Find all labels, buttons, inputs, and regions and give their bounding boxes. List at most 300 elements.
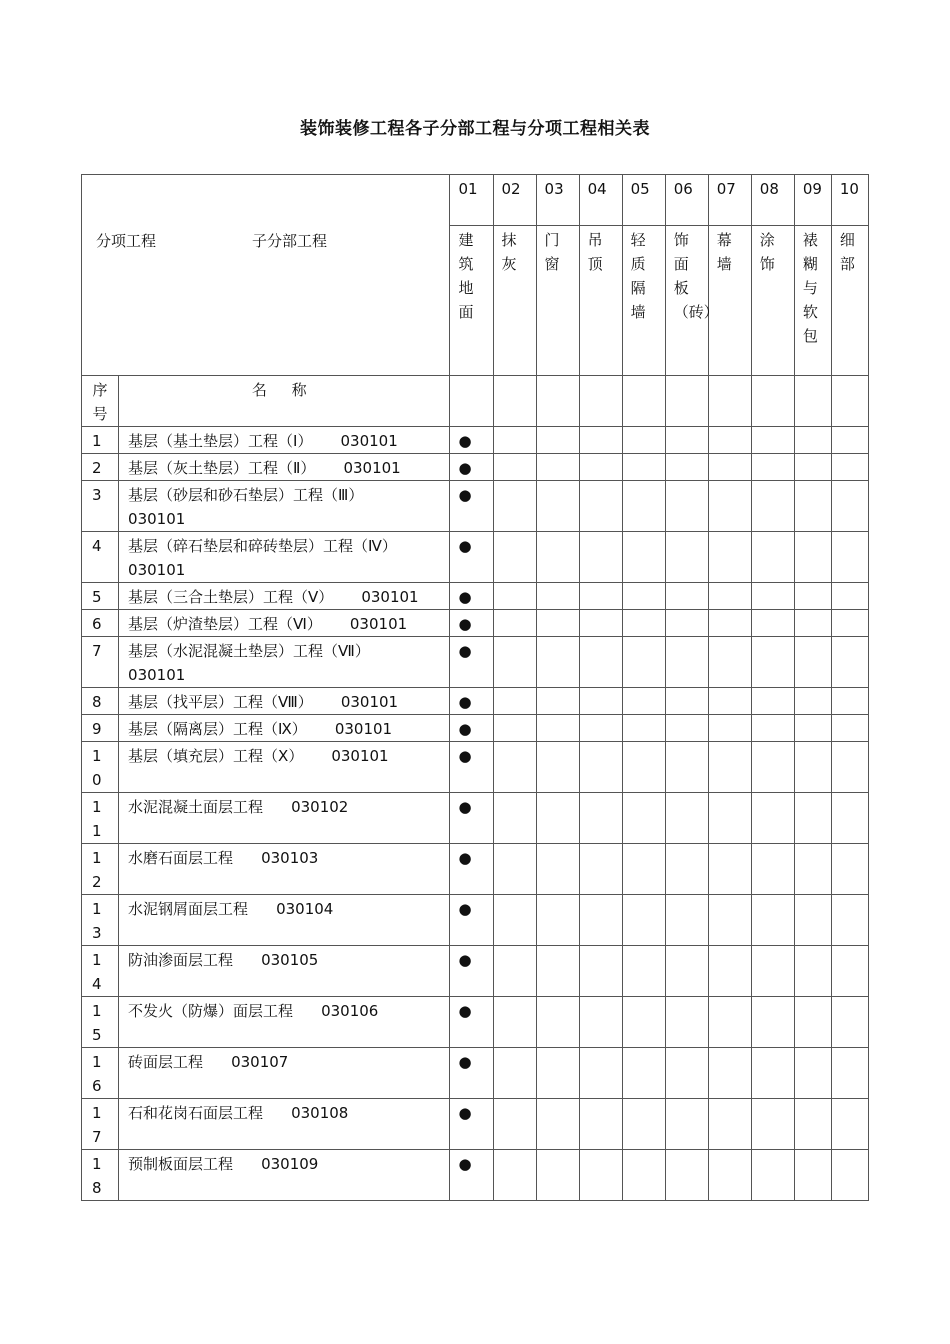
- sub-header-empty-cell: [751, 376, 794, 427]
- column-name-label: 门窗: [544, 231, 560, 274]
- column-name-10: [831, 226, 868, 376]
- mark-cell-08: [751, 532, 794, 583]
- mark-cell-06: [665, 1150, 708, 1201]
- mark-cell-05: [622, 610, 665, 637]
- mark-cell-01: [450, 481, 493, 532]
- mark-cell-09: [794, 946, 831, 997]
- mark-cell-10: [831, 427, 868, 454]
- mark-cell-10: [831, 1150, 868, 1201]
- mark-cell-06: [665, 610, 708, 637]
- mark-cell-03: [536, 895, 579, 946]
- mark-cell-04: [579, 454, 622, 481]
- row-name: [119, 610, 450, 637]
- mark-cell-08: [751, 946, 794, 997]
- row-name: [119, 1099, 450, 1150]
- row-seq: [82, 454, 119, 481]
- filled-circle-icon: ●: [458, 642, 472, 660]
- column-name-label: 建筑地面: [458, 231, 474, 322]
- table-row: [82, 637, 869, 688]
- mark-cell-02: [493, 946, 536, 997]
- mark-cell-06: [665, 454, 708, 481]
- mark-cell-07: [708, 637, 751, 688]
- mark-cell-10: [831, 637, 868, 688]
- mark-cell-08: [751, 793, 794, 844]
- mark-cell-02: [493, 895, 536, 946]
- mark-cell-09: [794, 637, 831, 688]
- table-row: [82, 1048, 869, 1099]
- row-name-text: 基层（基土垫层）工程（Ⅰ）: [128, 432, 313, 450]
- mark-cell-07: [708, 997, 751, 1048]
- mark-cell-05: [622, 895, 665, 946]
- row-seq: [82, 688, 119, 715]
- row-code-text: 030101: [349, 615, 408, 633]
- mark-cell-03: [536, 1099, 579, 1150]
- column-name-09: [794, 226, 831, 376]
- mark-cell-10: [831, 742, 868, 793]
- row-seq-text: 1: [92, 432, 102, 450]
- column-code-04: 04: [579, 175, 622, 226]
- mark-cell-09: [794, 688, 831, 715]
- mark-cell-04: [579, 1150, 622, 1201]
- mark-cell-01: [450, 583, 493, 610]
- filled-circle-icon: ●: [458, 588, 472, 606]
- mark-cell-04: [579, 532, 622, 583]
- column-name-04: [579, 226, 622, 376]
- table-row: [82, 997, 869, 1048]
- mark-cell-10: [831, 532, 868, 583]
- row-seq-text: 13: [92, 900, 102, 942]
- row-seq: [82, 1099, 119, 1150]
- table-row: [82, 1150, 869, 1201]
- mark-cell-04: [579, 1099, 622, 1150]
- mark-cell-08: [751, 742, 794, 793]
- row-seq: [82, 1048, 119, 1099]
- mark-cell-02: [493, 1150, 536, 1201]
- row-seq: [82, 793, 119, 844]
- mark-cell-07: [708, 610, 751, 637]
- row-seq: [82, 844, 119, 895]
- table-row: [82, 610, 869, 637]
- column-code-02: 02: [493, 175, 536, 226]
- mark-cell-04: [579, 583, 622, 610]
- row-code-text: 030103: [261, 849, 319, 867]
- row-name-text: 基层（填充层）工程（Ⅹ）: [128, 747, 304, 765]
- sub-header-empty-cell: [665, 376, 708, 427]
- table-row: [82, 742, 869, 793]
- filled-circle-icon: ●: [458, 459, 472, 477]
- mark-cell-01: [450, 1150, 493, 1201]
- column-name-07: [708, 226, 751, 376]
- mark-cell-07: [708, 1099, 751, 1150]
- mark-cell-08: [751, 1048, 794, 1099]
- row-code-text: 030107: [231, 1053, 289, 1071]
- table-row: [82, 1099, 869, 1150]
- mark-cell-02: [493, 715, 536, 742]
- mark-cell-01: [450, 1048, 493, 1099]
- row-name-text: 基层（水泥混凝土垫层）工程（Ⅶ）: [128, 642, 370, 660]
- name-header: [119, 376, 450, 427]
- mark-cell-07: [708, 481, 751, 532]
- row-seq-text: 12: [92, 849, 102, 891]
- mark-cell-06: [665, 532, 708, 583]
- row-seq-text: 14: [92, 951, 102, 993]
- mark-cell-02: [493, 1048, 536, 1099]
- mark-cell-03: [536, 610, 579, 637]
- mark-cell-04: [579, 946, 622, 997]
- row-seq: [82, 715, 119, 742]
- row-code-text: 030101: [343, 459, 401, 477]
- row-seq-text: 17: [92, 1104, 102, 1146]
- mark-cell-03: [536, 583, 579, 610]
- mark-cell-03: [536, 793, 579, 844]
- column-code-06: 06: [665, 175, 708, 226]
- row-seq-text: 18: [92, 1155, 102, 1197]
- mark-cell-09: [794, 583, 831, 610]
- mark-cell-09: [794, 793, 831, 844]
- filled-circle-icon: ●: [458, 486, 472, 504]
- mark-cell-02: [493, 583, 536, 610]
- row-seq: [82, 997, 119, 1048]
- mark-cell-09: [794, 895, 831, 946]
- mark-cell-05: [622, 583, 665, 610]
- mark-cell-02: [493, 481, 536, 532]
- row-name: [119, 481, 450, 532]
- mark-cell-07: [708, 844, 751, 895]
- row-name: [119, 688, 450, 715]
- row-code-text: 030105: [261, 951, 319, 969]
- mark-cell-03: [536, 946, 579, 997]
- filled-circle-icon: ●: [458, 537, 472, 555]
- row-seq-text: 7: [92, 642, 102, 660]
- mark-cell-01: [450, 610, 493, 637]
- filled-circle-icon: ●: [458, 1002, 472, 1020]
- mark-cell-02: [493, 1099, 536, 1150]
- mark-cell-05: [622, 1048, 665, 1099]
- column-name-05: [622, 226, 665, 376]
- row-code-text: 030104: [276, 900, 334, 918]
- row-name-text: 基层（隔离层）工程（Ⅸ）: [128, 720, 307, 738]
- column-name-label: 幕墙: [716, 231, 732, 274]
- mark-cell-05: [622, 1099, 665, 1150]
- column-code-07: 07: [708, 175, 751, 226]
- row-name: [119, 1150, 450, 1201]
- mark-cell-04: [579, 742, 622, 793]
- row-seq: [82, 637, 119, 688]
- mark-cell-04: [579, 895, 622, 946]
- row-seq-text: 2: [92, 459, 102, 477]
- mark-cell-03: [536, 742, 579, 793]
- row-seq-text: 9: [92, 720, 102, 738]
- table-row: [82, 532, 869, 583]
- row-name-text: 基层（三合土垫层）工程（Ⅴ）: [128, 588, 334, 606]
- table-row: [82, 481, 869, 532]
- mark-cell-05: [622, 427, 665, 454]
- table-row: [82, 844, 869, 895]
- mark-cell-07: [708, 688, 751, 715]
- row-seq: [82, 610, 119, 637]
- mark-cell-08: [751, 454, 794, 481]
- mark-cell-05: [622, 481, 665, 532]
- row-seq-text: 16: [92, 1053, 102, 1095]
- mark-cell-01: [450, 454, 493, 481]
- row-code-text: 030101: [128, 561, 186, 579]
- label-subitem: 分项工程: [96, 232, 157, 250]
- mark-cell-06: [665, 946, 708, 997]
- mark-cell-08: [751, 1099, 794, 1150]
- row-seq-text: 15: [92, 1002, 102, 1044]
- mark-cell-04: [579, 844, 622, 895]
- mark-cell-03: [536, 844, 579, 895]
- sub-header-empty-cell: [493, 376, 536, 427]
- mark-cell-08: [751, 688, 794, 715]
- row-name: [119, 427, 450, 454]
- row-name-text: 防油渗面层工程: [128, 951, 234, 969]
- mark-cell-01: [450, 1099, 493, 1150]
- mark-cell-03: [536, 427, 579, 454]
- mark-cell-06: [665, 1099, 708, 1150]
- row-seq: [82, 532, 119, 583]
- mark-cell-10: [831, 946, 868, 997]
- mark-cell-07: [708, 583, 751, 610]
- mark-cell-04: [579, 1048, 622, 1099]
- mark-cell-08: [751, 715, 794, 742]
- row-code-text: 030109: [261, 1155, 319, 1173]
- mark-cell-01: [450, 427, 493, 454]
- sub-header-row: [82, 376, 869, 427]
- filled-circle-icon: ●: [458, 1053, 472, 1071]
- row-seq-text: 11: [92, 798, 102, 840]
- row-name-text: 基层（碎石垫层和碎砖垫层）工程（Ⅳ）: [128, 537, 397, 555]
- mark-cell-03: [536, 1150, 579, 1201]
- mark-cell-06: [665, 1048, 708, 1099]
- mark-cell-03: [536, 997, 579, 1048]
- table-row: [82, 895, 869, 946]
- row-code-text: 030101: [361, 588, 419, 606]
- mark-cell-05: [622, 793, 665, 844]
- row-name: [119, 793, 450, 844]
- mark-cell-10: [831, 997, 868, 1048]
- mark-cell-06: [665, 637, 708, 688]
- mark-cell-08: [751, 637, 794, 688]
- mark-cell-05: [622, 742, 665, 793]
- mark-cell-03: [536, 454, 579, 481]
- mark-cell-09: [794, 715, 831, 742]
- table-row: [82, 583, 869, 610]
- row-seq: [82, 583, 119, 610]
- mark-cell-05: [622, 946, 665, 997]
- row-code-text: 030108: [291, 1104, 349, 1122]
- mark-cell-09: [794, 610, 831, 637]
- mark-cell-06: [665, 844, 708, 895]
- sub-header-empty-cell: [579, 376, 622, 427]
- header-corner-cell: [82, 175, 450, 376]
- mark-cell-04: [579, 715, 622, 742]
- mark-cell-09: [794, 1099, 831, 1150]
- mark-cell-01: [450, 532, 493, 583]
- mark-cell-06: [665, 427, 708, 454]
- row-name: [119, 997, 450, 1048]
- filled-circle-icon: ●: [458, 1104, 472, 1122]
- row-name: [119, 742, 450, 793]
- mark-cell-03: [536, 637, 579, 688]
- name-header-label: 名 称: [251, 381, 317, 399]
- mark-cell-08: [751, 481, 794, 532]
- mark-cell-08: [751, 844, 794, 895]
- row-name-text: 水磨石面层工程: [128, 849, 234, 867]
- mark-cell-02: [493, 793, 536, 844]
- mark-cell-09: [794, 1048, 831, 1099]
- mark-cell-10: [831, 610, 868, 637]
- row-seq-text: 10: [92, 747, 102, 789]
- row-name: [119, 1048, 450, 1099]
- sub-header-empty-cell: [831, 376, 868, 427]
- row-seq: [82, 1150, 119, 1201]
- mark-cell-03: [536, 532, 579, 583]
- column-name-08: [751, 226, 794, 376]
- mark-cell-01: [450, 793, 493, 844]
- mark-cell-01: [450, 715, 493, 742]
- mark-cell-05: [622, 715, 665, 742]
- mark-cell-08: [751, 1150, 794, 1201]
- mark-cell-10: [831, 1048, 868, 1099]
- column-name-label: 抹灰: [501, 231, 517, 274]
- mark-cell-09: [794, 454, 831, 481]
- mark-cell-07: [708, 1150, 751, 1201]
- mark-cell-09: [794, 742, 831, 793]
- mark-cell-07: [708, 715, 751, 742]
- column-name-label: 涂饰: [759, 231, 775, 274]
- table-row: [82, 946, 869, 997]
- mark-cell-10: [831, 688, 868, 715]
- mark-cell-06: [665, 481, 708, 532]
- mark-cell-01: [450, 895, 493, 946]
- row-name-text: 水泥混凝土面层工程: [128, 798, 264, 816]
- mark-cell-10: [831, 844, 868, 895]
- mark-cell-08: [751, 427, 794, 454]
- mark-cell-10: [831, 895, 868, 946]
- row-code-text: 030101: [340, 693, 399, 711]
- mark-cell-02: [493, 427, 536, 454]
- row-code-text: 030101: [331, 747, 389, 765]
- row-seq-text: 4: [92, 537, 102, 555]
- row-code-text: 030101: [128, 666, 186, 684]
- mark-cell-02: [493, 742, 536, 793]
- label-subdivision: 子分部工程: [252, 232, 328, 250]
- mark-cell-05: [622, 532, 665, 583]
- mark-cell-04: [579, 793, 622, 844]
- filled-circle-icon: ●: [458, 849, 472, 867]
- mark-cell-02: [493, 532, 536, 583]
- mark-cell-01: [450, 742, 493, 793]
- filled-circle-icon: ●: [458, 951, 472, 969]
- table-row: [82, 715, 869, 742]
- row-name: [119, 637, 450, 688]
- mark-cell-07: [708, 427, 751, 454]
- mark-cell-04: [579, 610, 622, 637]
- mark-cell-09: [794, 481, 831, 532]
- filled-circle-icon: ●: [458, 1155, 472, 1173]
- column-code-03: 03: [536, 175, 579, 226]
- row-name-text: 基层（炉渣垫层）工程（Ⅵ）: [128, 615, 322, 633]
- sub-header-empty-cell: [708, 376, 751, 427]
- row-code-text: 030101: [340, 432, 398, 450]
- mark-cell-09: [794, 532, 831, 583]
- row-seq-text: 6: [92, 615, 102, 633]
- mark-cell-10: [831, 715, 868, 742]
- column-code-08: 08: [751, 175, 794, 226]
- row-seq: [82, 895, 119, 946]
- mark-cell-10: [831, 583, 868, 610]
- row-name: [119, 895, 450, 946]
- row-name-text: 石和花岗石面层工程: [128, 1104, 264, 1122]
- sub-header-empty-cell: [536, 376, 579, 427]
- filled-circle-icon: ●: [458, 747, 472, 765]
- mark-cell-05: [622, 637, 665, 688]
- mark-cell-03: [536, 715, 579, 742]
- column-code-10: 10: [831, 175, 868, 226]
- row-name: [119, 454, 450, 481]
- row-name: [119, 532, 450, 583]
- sub-header-empty-cell: [622, 376, 665, 427]
- row-seq-text: 3: [92, 486, 102, 504]
- filled-circle-icon: ●: [458, 615, 472, 633]
- row-code-text: 030101: [128, 510, 186, 528]
- column-name-03: [536, 226, 579, 376]
- mark-cell-08: [751, 610, 794, 637]
- mark-cell-08: [751, 583, 794, 610]
- row-name: [119, 946, 450, 997]
- seq-header-label: 序 号: [92, 381, 108, 423]
- mark-cell-08: [751, 997, 794, 1048]
- row-name: [119, 715, 450, 742]
- mark-cell-01: [450, 997, 493, 1048]
- mark-cell-01: [450, 688, 493, 715]
- table-row: [82, 793, 869, 844]
- mark-cell-09: [794, 427, 831, 454]
- mark-cell-06: [665, 895, 708, 946]
- row-name-text: 不发火（防爆）面层工程: [128, 1002, 294, 1020]
- row-name: [119, 583, 450, 610]
- column-code-09: 09: [794, 175, 831, 226]
- sub-header-empty-cell: [794, 376, 831, 427]
- column-name-label: 吊顶: [587, 231, 603, 274]
- mark-cell-10: [831, 1099, 868, 1150]
- row-name-text: 基层（找平层）工程（Ⅷ）: [128, 693, 313, 711]
- filled-circle-icon: ●: [458, 432, 472, 450]
- mark-cell-10: [831, 481, 868, 532]
- mark-cell-09: [794, 844, 831, 895]
- relation-table: [81, 174, 869, 1201]
- mark-cell-02: [493, 997, 536, 1048]
- mark-cell-07: [708, 1048, 751, 1099]
- mark-cell-09: [794, 1150, 831, 1201]
- mark-cell-01: [450, 946, 493, 997]
- row-code-text: 030102: [291, 798, 349, 816]
- row-name-text: 基层（砂层和砂石垫层）工程（Ⅲ）: [128, 486, 364, 504]
- mark-cell-04: [579, 637, 622, 688]
- header-code-row: [82, 175, 869, 226]
- table-row: [82, 454, 869, 481]
- mark-cell-06: [665, 688, 708, 715]
- mark-cell-07: [708, 742, 751, 793]
- mark-cell-02: [493, 610, 536, 637]
- mark-cell-06: [665, 742, 708, 793]
- table-row: [82, 688, 869, 715]
- column-code-01: 01: [450, 175, 493, 226]
- mark-cell-04: [579, 481, 622, 532]
- seq-header: [82, 376, 119, 427]
- mark-cell-07: [708, 454, 751, 481]
